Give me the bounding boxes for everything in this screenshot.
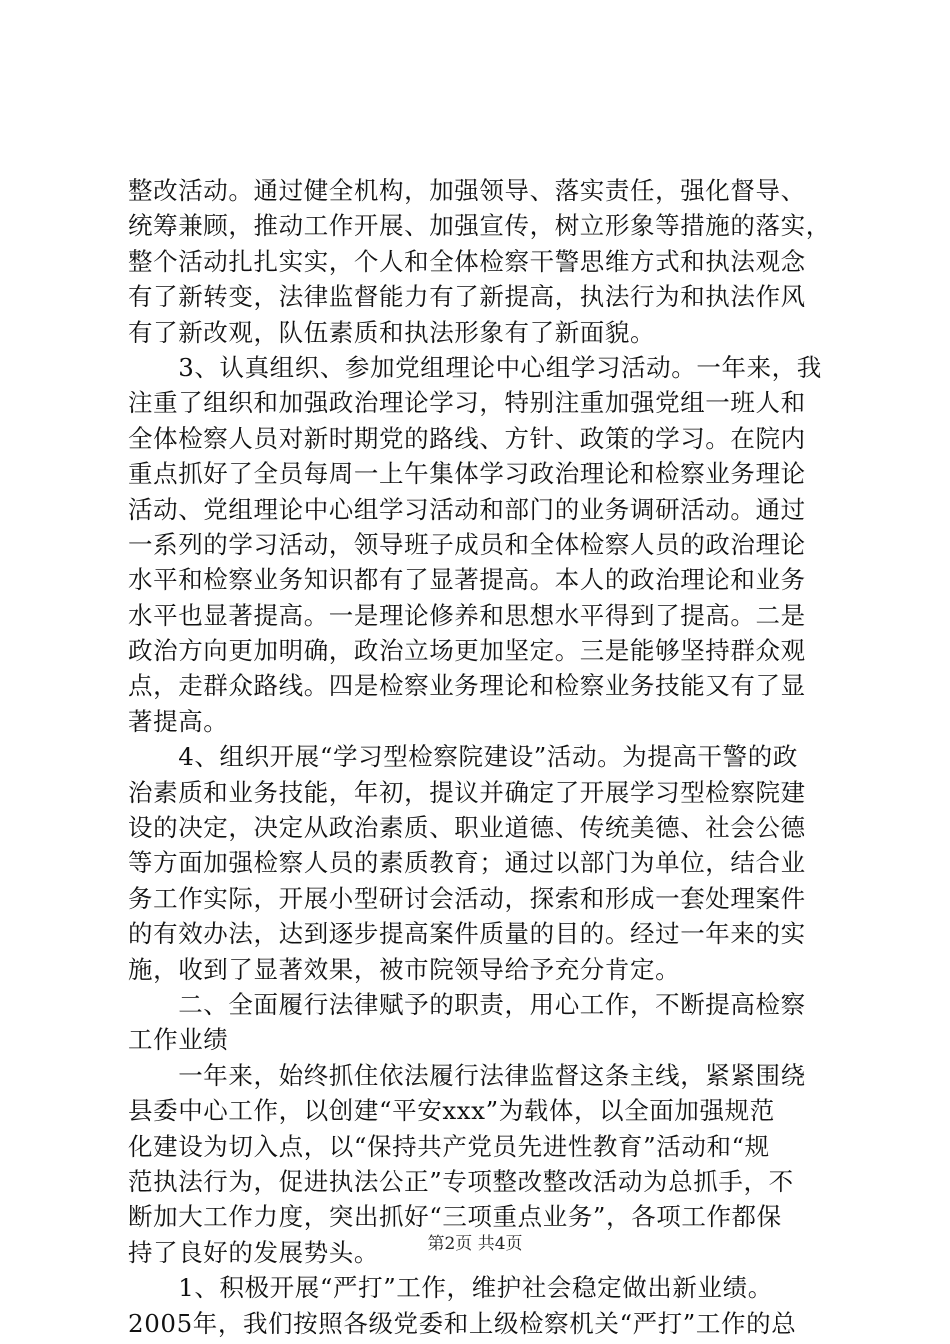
- text-line: 设的决定，决定从政治素质、职业道德、传统美德、社会公德: [128, 813, 806, 843]
- page-number-footer: 第2页 共4页: [427, 1234, 523, 1254]
- text-line: 政治方向更加明确，政治立场更加坚定。三是能够坚持群众观: [128, 636, 806, 666]
- text-line: 注重了组织和加强政治理论学习，特别注重加强党组一班人和: [128, 388, 806, 418]
- text-line: 统筹兼顾，推动工作开展、加强宣传，树立形象等措施的落实，: [128, 211, 831, 241]
- section-heading-line: 工作业绩: [128, 1025, 229, 1055]
- text-line: 1、积极开展“严打”工作，维护社会稳定做出新业绩。: [128, 1273, 773, 1303]
- text-line: 水平也显著提高。一是理论修养和思想水平得到了提高。二是: [128, 600, 806, 630]
- text-line: 施，收到了显著效果，被市院领导给予充分肯定。: [128, 954, 681, 984]
- text-line: 水平和检察业务知识都有了显著提高。本人的政治理论和业务: [128, 565, 806, 595]
- text-line: 一系列的学习活动，领导班子成员和全体检察人员的政治理论: [128, 529, 806, 559]
- text-line: 持了良好的发展势头。: [128, 1237, 379, 1267]
- text-line: 整个活动扎扎实实，个人和全体检察干警思维方式和执法观念: [128, 246, 806, 276]
- text-line: 重点抓好了全员每周一上午集体学习政治理论和检察业务理论: [128, 459, 806, 489]
- text-line: 3、认真组织、参加党组理论中心组学习活动。一年来，我: [128, 352, 822, 382]
- text-line: 等方面加强检察人员的素质教育；通过以部门为单位，结合业: [128, 848, 806, 878]
- text-line: 县委中心工作，以创建“平安xxx”为载体，以全面加强规范: [128, 1096, 775, 1126]
- document-body: [128, 173, 838, 1341]
- text-line: 4、组织开展“学习型检察院建设”活动。为提高干警的政: [128, 742, 798, 772]
- text-line: 有了新转变，法律监督能力有了新提高，执法行为和执法作风: [128, 282, 806, 312]
- text-line: 范执法行为，促进执法公正”专项整改整改活动为总抓手，不: [128, 1166, 794, 1196]
- text-line: 的有效办法，达到逐步提高案件质量的目的。经过一年来的实: [128, 919, 806, 949]
- text-line: 有了新改观，队伍素质和执法形象有了新面貌。: [128, 317, 656, 347]
- text-line: 2005年，我们按照各级党委和上级检察机关“严打”工作的总: [128, 1308, 797, 1338]
- text-line: 化建设为切入点，以“保持共产党员先进性教育”活动和“规: [128, 1131, 770, 1161]
- text-line: 一年来，始终抓住依法履行法律监督这条主线，紧紧围绕: [128, 1060, 806, 1090]
- text-line: 全体检察人员对新时期党的路线、方针、政策的学习。在院内: [128, 423, 806, 453]
- text-line: 断加大工作力度，突出抓好“三项重点业务”，各项工作都保: [128, 1202, 782, 1232]
- text-line: 整改活动。通过健全机构，加强领导、落实责任，强化督导、: [128, 176, 806, 205]
- section-heading-line: 二、全面履行法律赋予的职责，用心工作，不断提高检察: [128, 989, 806, 1019]
- text-line: 著提高。: [128, 706, 229, 736]
- text-line: 点，走群众路线。四是检察业务理论和检察业务技能又有了显: [128, 671, 806, 701]
- text-line: 务工作实际，开展小型研讨会活动，探索和形成一套处理案件: [128, 883, 806, 913]
- text-line: 治素质和业务技能，年初，提议并确定了开展学习型检察院建: [128, 777, 806, 807]
- text-line: 活动、党组理论中心组学习活动和部门的业务调研活动。通过: [128, 494, 806, 524]
